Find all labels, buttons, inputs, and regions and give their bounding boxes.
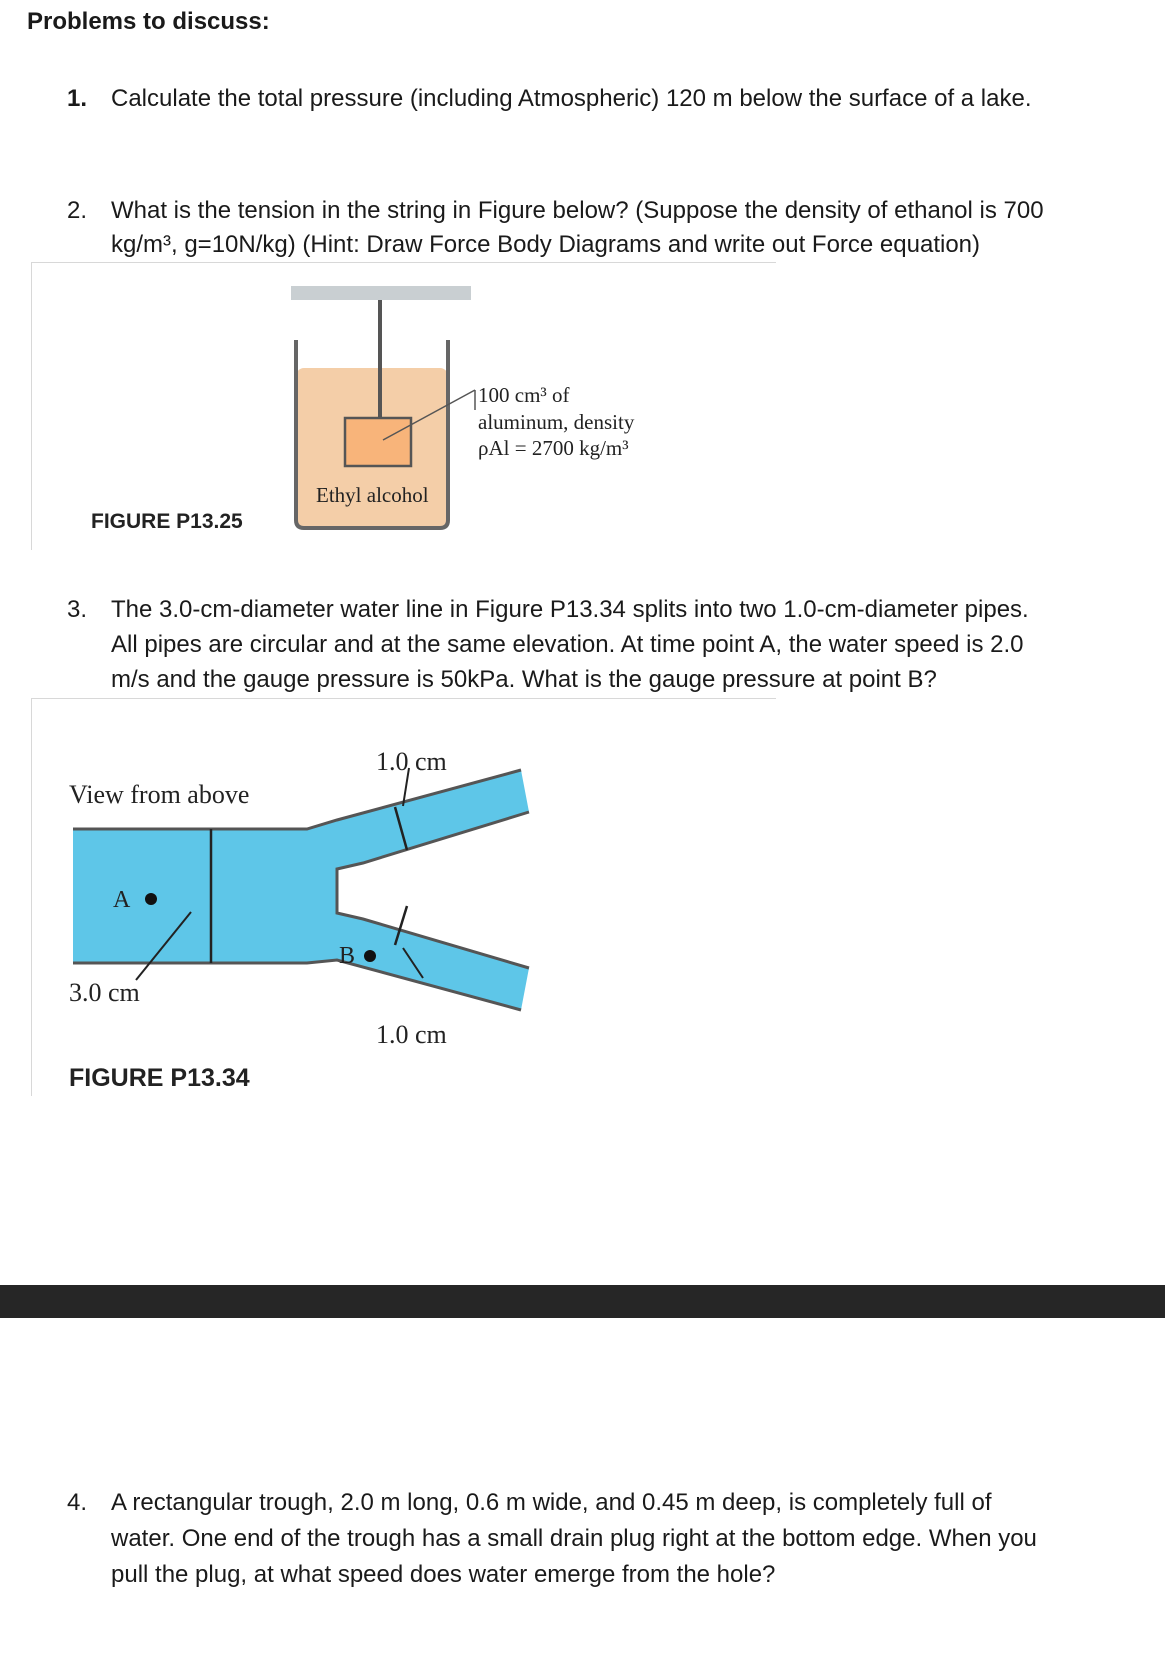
figure-p13-25 — [31, 262, 776, 550]
problem-text-line: What is the tension in the string in Figure below? (Suppose the density of ethanol is 700 — [111, 197, 1044, 224]
page-heading: Problems to discuss: — [27, 8, 270, 35]
main-diameter-label: 3.0 cm — [69, 978, 140, 1007]
block-label-line-1: 100 cm³ of — [478, 383, 570, 407]
point-a-label: A — [113, 887, 131, 913]
ceiling-support — [291, 286, 471, 300]
figure-label: FIGURE P13.34 — [69, 1064, 250, 1092]
point-b-dot — [364, 950, 376, 962]
aluminum-block — [345, 418, 411, 466]
bottom-branch-diameter-label: 1.0 cm — [376, 1020, 447, 1049]
point-a-dot — [145, 893, 157, 905]
figure-p13-34 — [31, 698, 776, 1096]
point-b-label: B — [339, 943, 356, 969]
problem-number: 1. — [67, 85, 88, 112]
problem-number: 3. — [67, 596, 88, 623]
separator-band — [0, 1285, 1165, 1318]
figure-p13-25-drawing — [31, 262, 776, 550]
block-label-line-2: aluminum, density — [478, 410, 635, 434]
block-label-line-3: ρAl = 2700 kg/m³ — [478, 436, 629, 460]
problem-text-line: water. One end of the trough has a small drain plug right at the bottom edge. When you — [111, 1525, 1037, 1552]
problem-text-line: All pipes are circular and at the same elevation. At time point A, the water speed is 2.0 — [111, 631, 1024, 658]
top-branch-diameter-label: 1.0 cm — [376, 747, 447, 776]
figure-p13-34-drawing — [31, 698, 776, 1096]
problem-text-line: The 3.0-cm-diameter water line in Figure P13.34 splits into two 1.0-cm-diameter pipes. — [111, 596, 1029, 623]
problem-text-line: pull the plug, at what speed does water emerge from the hole? — [111, 1561, 776, 1588]
problem-text-line: A rectangular trough, 2.0 m long, 0.6 m wide, and 0.45 m deep, is completely full of — [111, 1489, 992, 1516]
problem-text-line: m/s and the gauge pressure is 50kPa. What is the gauge pressure at point B? — [111, 666, 937, 693]
problem-number: 2. — [67, 197, 88, 224]
view-label: View from above — [69, 780, 250, 809]
figure-label: FIGURE P13.25 — [91, 510, 243, 533]
problem-text-line: kg/m³, g=10N/kg) (Hint: Draw Force Body Diagrams and write out Force equation) — [111, 231, 981, 258]
problem-text-line: Calculate the total pressure (including Atmospheric) 120 m below the surface of a lake. — [111, 85, 1032, 112]
liquid-label: Ethyl alcohol — [316, 483, 429, 507]
problem-number: 4. — [67, 1489, 88, 1516]
